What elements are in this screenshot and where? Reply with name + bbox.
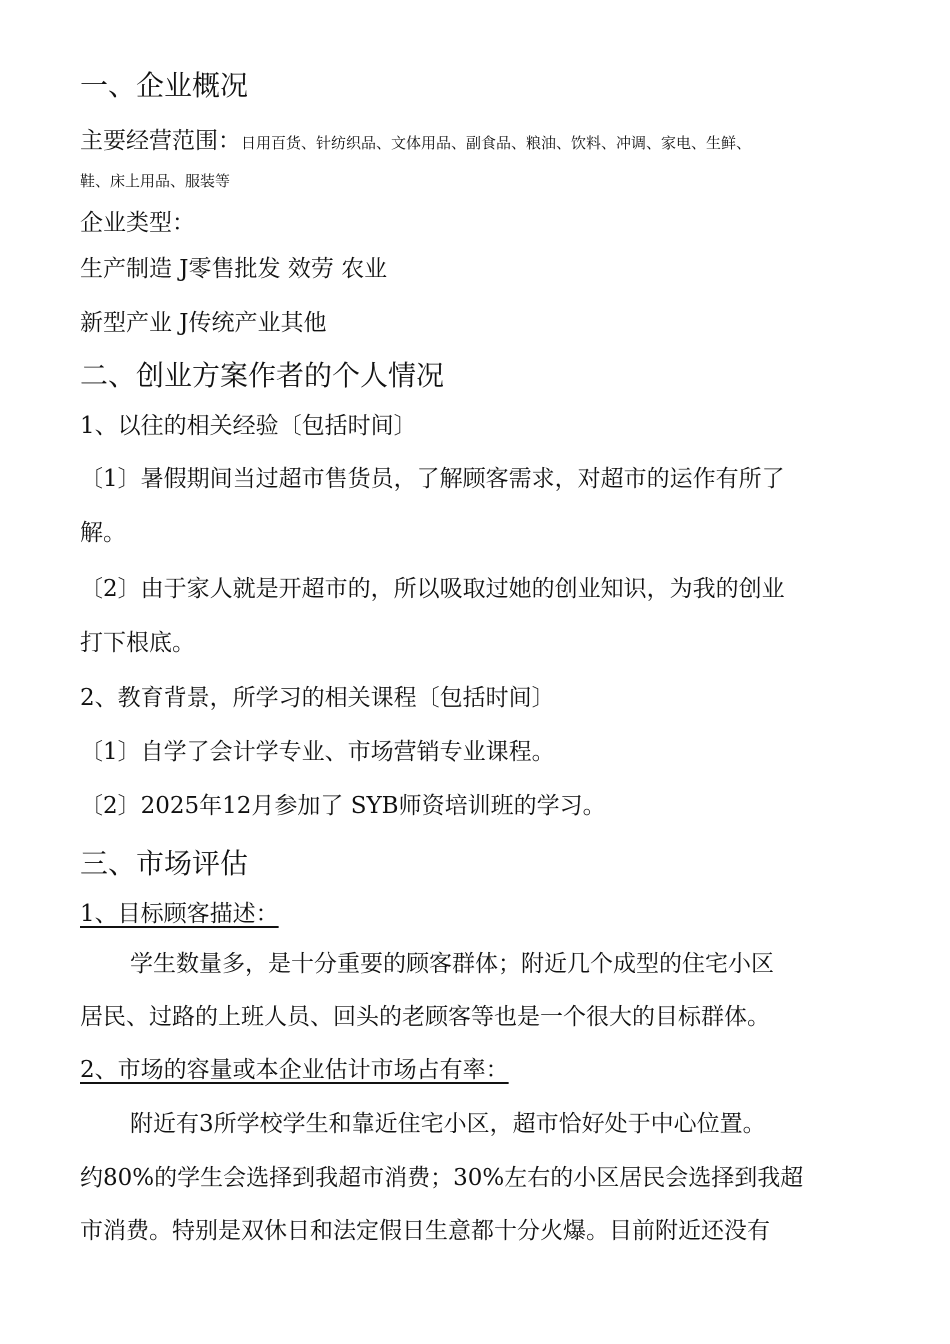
market-capacity-title: 2、市场的容量或本企业估计市场占有率： [80, 1057, 509, 1083]
target-customers-title: 1、目标顾客描述： [80, 901, 279, 927]
market-capacity-para-2: 约80%的学生会选择到我超市消费；30%左右的小区居民会选择到我超 [80, 1165, 804, 1191]
target-customers-para-2: 居民、过路的上班人员、回头的老顾客等也是一个很大的目标群体。 [80, 1004, 770, 1030]
section-3-heading: 三、市场评估 [80, 847, 249, 880]
business-scope-text: 日用百货、针纺织品、文体用品、副食品、粮油、饮料、冲调、家电、生鲜、 [241, 134, 752, 152]
business-scope-line [80, 122, 751, 155]
enterprise-type-options-2: 新型产业 J传统产业其他 [80, 310, 327, 336]
section-2-heading: 二、创业方案作者的个人情况 [80, 359, 445, 392]
market-capacity-para-1: 附近有3所学校学生和靠近住宅小区，超市恰好处于中心位置。 [130, 1111, 766, 1137]
experience-title: 1、以往的相关经验〔包括时间〕 [80, 413, 417, 439]
business-scope-label: 主要经营范围： [80, 128, 241, 154]
enterprise-type-options-1: 生产制造 J零售批发 效劳 农业 [80, 256, 388, 282]
experience-item-1: 〔1〕暑假期间当过超市售货员，了解顾客需求，对超市的运作有所了 [80, 466, 785, 492]
market-capacity-para-3: 市消费。特别是双休日和法定假日生意都十分火爆。目前附近还没有 [80, 1218, 770, 1244]
target-customers-para-1: 学生数量多，是十分重要的顾客群体；附近几个成型的住宅小区 [130, 951, 774, 977]
education-title: 2、教育背景，所学习的相关课程〔包括时间〕 [80, 685, 555, 711]
experience-item-2-cont: 打下根底。 [80, 630, 195, 656]
enterprise-type-label: 企业类型： [80, 210, 195, 236]
business-scope-text-cont: 鞋、床上用品、服装等 [80, 172, 231, 190]
experience-item-1-cont: 解。 [80, 520, 126, 546]
education-item-2: 〔2〕2025年12月参加了 SYB师资培训班的学习。 [80, 793, 606, 819]
education-item-1: 〔1〕自学了会计学专业、市场营销专业课程。 [80, 739, 555, 765]
section-1-heading: 一、企业概况 [80, 69, 249, 102]
experience-item-2: 〔2〕由于家人就是开超市的，所以吸取过她的创业知识，为我的创业 [80, 576, 785, 602]
